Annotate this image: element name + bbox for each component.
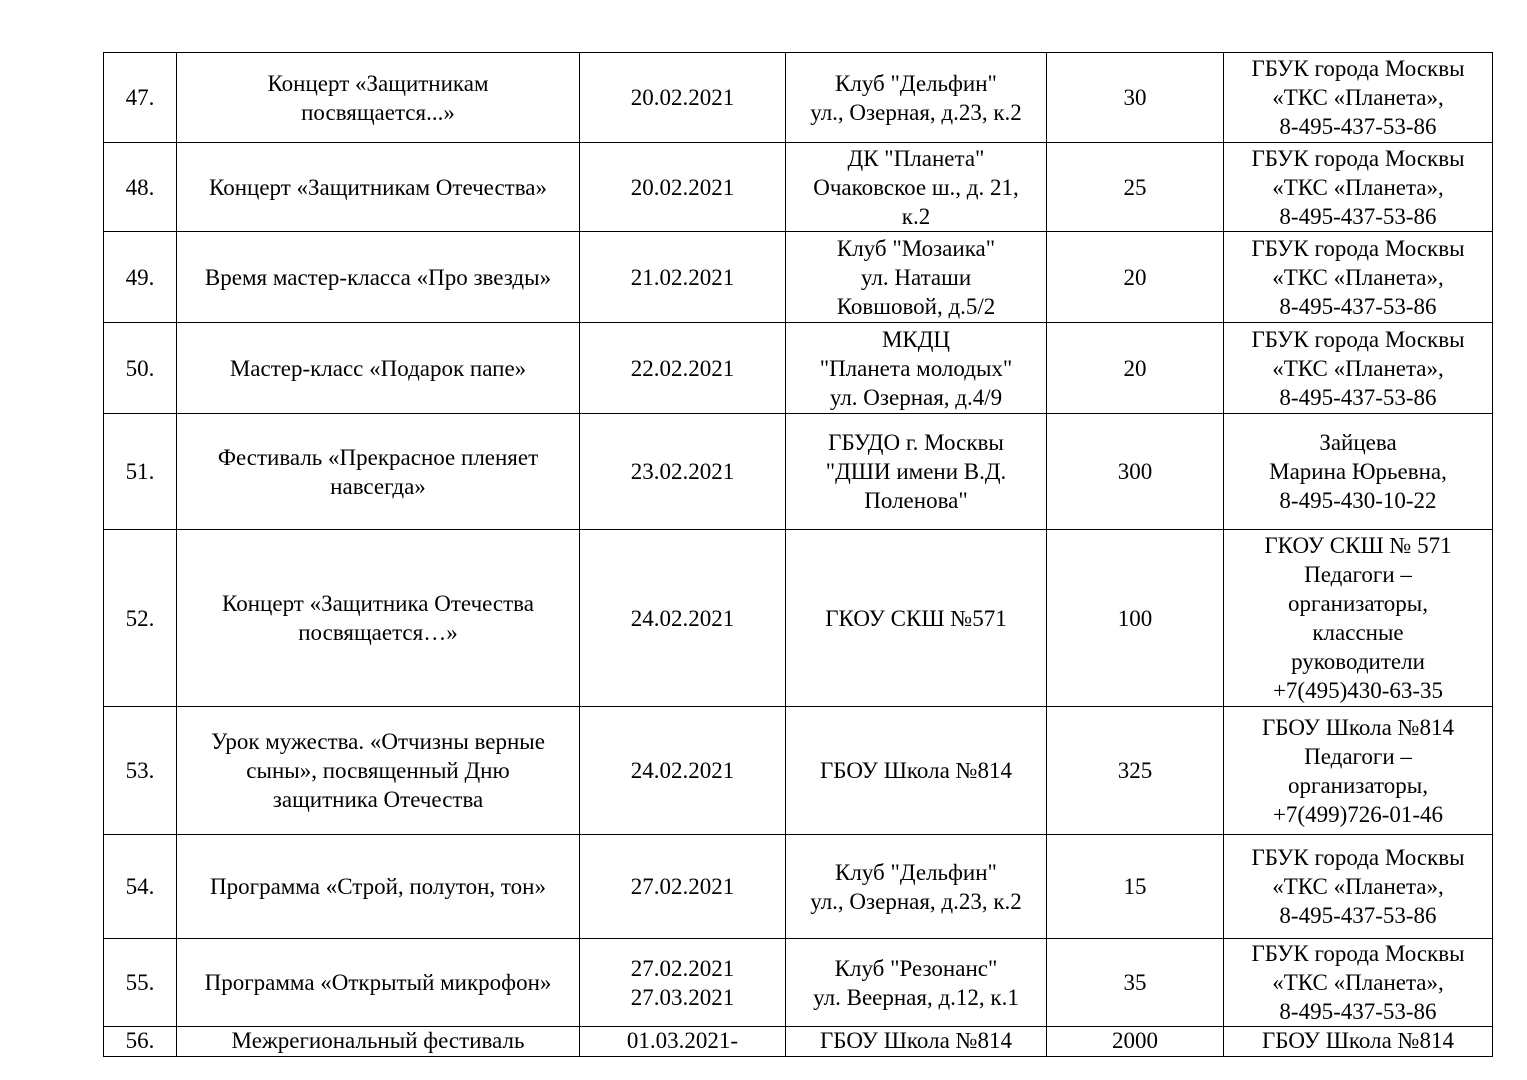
event-date: 23.02.2021 [580, 414, 786, 530]
event-date: 21.02.2021 [580, 232, 786, 323]
event-venue: МКДЦ "Планета молодых" ул. Озерная, д.4/9 [786, 323, 1047, 414]
organizer-contact: ГБУК города Москвы «ТКС «Планета», 8-495-437-53-86 [1224, 939, 1493, 1027]
event-venue: ГБОУ Школа №814 [786, 1027, 1047, 1057]
row-number: 56. [104, 1027, 177, 1057]
event-date: 22.02.2021 [580, 323, 786, 414]
event-venue: Клуб "Резонанс" ул. Веерная, д.12, к.1 [786, 939, 1047, 1027]
table-row [104, 530, 1493, 707]
participant-count: 30 [1047, 53, 1224, 143]
participant-count: 15 [1047, 835, 1224, 939]
participant-count: 325 [1047, 707, 1224, 835]
row-number: 51. [104, 414, 177, 530]
row-number: 50. [104, 323, 177, 414]
event-name: Концерт «Защитника Отечества посвящается…» [177, 530, 580, 707]
row-number: 53. [104, 707, 177, 835]
table-row [104, 835, 1493, 939]
event-venue: ГБОУ Школа №814 [786, 707, 1047, 835]
participant-count: 300 [1047, 414, 1224, 530]
row-number: 48. [104, 143, 177, 232]
organizer-contact: ГБОУ Школа №814 [1224, 1027, 1493, 1057]
participant-count: 25 [1047, 143, 1224, 232]
event-venue: Клуб "Дельфин" ул., Озерная, д.23, к.2 [786, 835, 1047, 939]
table-row [104, 143, 1493, 232]
organizer-contact: ГБУК города Москвы «ТКС «Планета», 8-495-437-53-86 [1224, 53, 1493, 143]
event-venue: ГКОУ СКШ №571 [786, 530, 1047, 707]
table-row [104, 232, 1493, 323]
event-name: Концерт «Защитникам посвящается...» [177, 53, 580, 143]
event-date: 27.02.2021 27.03.2021 [580, 939, 786, 1027]
row-number: 54. [104, 835, 177, 939]
event-date: 24.02.2021 [580, 707, 786, 835]
organizer-contact: Зайцева Марина Юрьевна, 8-495-430-10-22 [1224, 414, 1493, 530]
event-date: 20.02.2021 [580, 143, 786, 232]
event-name: Программа «Открытый микрофон» [177, 939, 580, 1027]
organizer-contact: ГБУК города Москвы «ТКС «Планета», 8-495-437-53-86 [1224, 323, 1493, 414]
event-name: Фестиваль «Прекрасное пленяет навсегда» [177, 414, 580, 530]
event-name: Мастер-класс «Подарок папе» [177, 323, 580, 414]
event-name: Межрегиональный фестиваль [177, 1027, 580, 1057]
event-name: Время мастер-класса «Про звезды» [177, 232, 580, 323]
participant-count: 20 [1047, 323, 1224, 414]
events-table [103, 52, 1493, 1057]
row-number: 55. [104, 939, 177, 1027]
table-row [104, 53, 1493, 143]
row-number: 52. [104, 530, 177, 707]
event-name: Урок мужества. «Отчизны верные сыны», посвященный Дню защитника Отечества [177, 707, 580, 835]
event-venue: ДК "Планета" Очаковское ш., д. 21, к.2 [786, 143, 1047, 232]
organizer-contact: ГБУК города Москвы «ТКС «Планета», 8-495-437-53-86 [1224, 143, 1493, 232]
row-number: 49. [104, 232, 177, 323]
organizer-contact: ГБУК города Москвы «ТКС «Планета», 8-495-437-53-86 [1224, 232, 1493, 323]
row-number: 47. [104, 53, 177, 143]
participant-count: 35 [1047, 939, 1224, 1027]
table-row [104, 414, 1493, 530]
participant-count: 2000 [1047, 1027, 1224, 1057]
participant-count: 100 [1047, 530, 1224, 707]
table-row [104, 939, 1493, 1027]
organizer-contact: ГБОУ Школа №814 Педагоги – организаторы, +7(499)726-01-46 [1224, 707, 1493, 835]
event-date: 01.03.2021- [580, 1027, 786, 1057]
event-venue: Клуб "Мозаика" ул. Наташи Ковшовой, д.5/2 [786, 232, 1047, 323]
organizer-contact: ГКОУ СКШ № 571 Педагоги – организаторы, классные руководители +7(495)430-63-35 [1224, 530, 1493, 707]
event-date: 20.02.2021 [580, 53, 786, 143]
event-name: Программа «Строй, полутон, тон» [177, 835, 580, 939]
event-name: Концерт «Защитникам Отечества» [177, 143, 580, 232]
participant-count: 20 [1047, 232, 1224, 323]
organizer-contact: ГБУК города Москвы «ТКС «Планета», 8-495-437-53-86 [1224, 835, 1493, 939]
table-row [104, 707, 1493, 835]
event-date: 24.02.2021 [580, 530, 786, 707]
event-date: 27.02.2021 [580, 835, 786, 939]
table-row [104, 323, 1493, 414]
event-venue: Клуб "Дельфин" ул., Озерная, д.23, к.2 [786, 53, 1047, 143]
table-row [104, 1027, 1493, 1057]
event-venue: ГБУДО г. Москвы "ДШИ имени В.Д. Поленова" [786, 414, 1047, 530]
